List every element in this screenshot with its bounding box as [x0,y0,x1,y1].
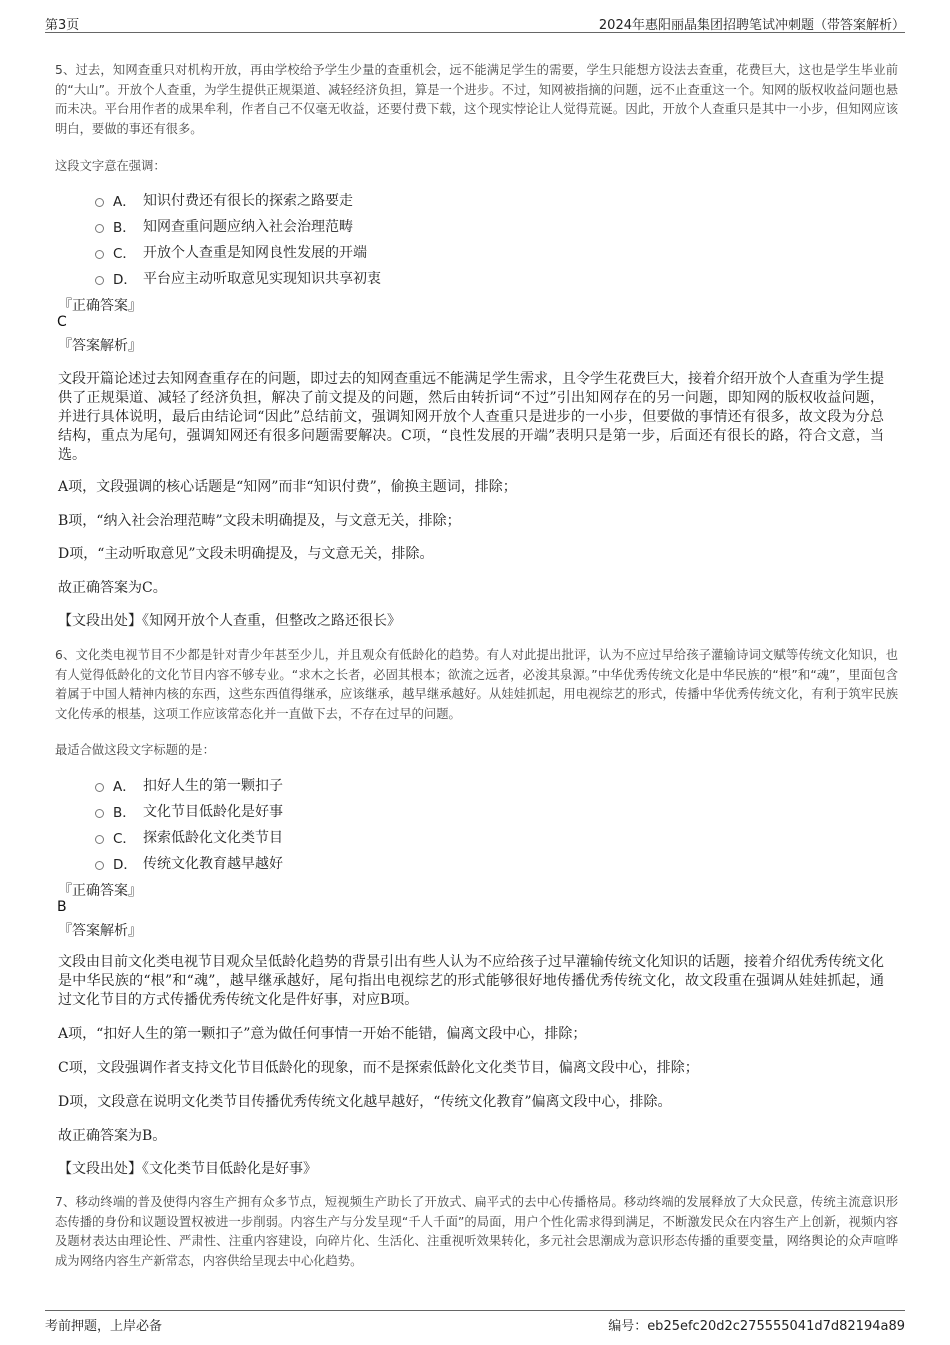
analysis-line: D项，“主动听取意见”文段未明确提及，与文意无关，排除。 [58,546,434,562]
correct-answer: B [57,899,67,915]
option-text: 开放个人查重是知网良性发展的开端 [143,245,367,261]
analysis-line: A项，文段强调的核心话题是“知网”而非“知识付费”，偷换主题词，排除； [58,479,517,495]
question-6-prompt: 最适合做这段文字标题的是： [55,743,215,757]
analysis-text: 文段由目前文化类电视节目观众呈低龄化趋势的背景引出有些人认为不应给孩子过早灌输传统文化知识的话题，接着介绍优秀传统文化是中华民族的“根”和“魂”，越早继承越好，尾句指出电视综艺的形式能够很好地传播优秀传统文化，故文段重在强调从娃娃抓起，通过文化节目的方式传播优秀传统文化是件好事，对应B项。 [58,954,884,1008]
option-text: 扣好人生的第一颗扣子 [143,778,283,794]
option-c[interactable]: C． 开放个人查重是知网良性发展的开端 [95,239,381,265]
question-5-prompt: 这段文字意在强调： [55,159,166,173]
question-6-stem: 6、文化类电视节目不少都是针对青少年甚至少儿，并且观众有低龄化的趋势。有人对此提出批评，认为不应过早给孩子灌输诗词文赋等传统文化知识，也有人觉得低龄化的文化节目内容不够专业。“求木之长者，必固其根本；欲流之远者，必浚其泉源。”中华优秀传统文化是中华民族的“根”和“魂”，里面包含着属于中国人精神内核的东西，这些东西值得继承，应该继承，越早继承越好。从娃娃抓起，用电视综艺的形式，传播中华优秀传统文化，有利于筑牢民族文化传承的根基，这项工作应该常态化并一直做下去，不存在过早的问题。 [55,648,898,721]
answer-label: 『正确答案』 [58,298,142,314]
analysis-line: B项，“纳入社会治理范畴”文段未明确提及，与文意无关，排除； [58,513,461,529]
analysis-line: C项，文段强调作者支持文化节目低龄化的现象，而不是探索低龄化文化类节目，偏离文段中心，排除； [58,1060,699,1076]
option-d[interactable]: D． 传统文化教育越早越好 [95,850,283,876]
question-6-options [95,772,283,876]
analysis-label: 『答案解析』 [58,923,142,939]
document-id: 编号：eb25efc20d2c275555041d7d82194a89 [608,1319,905,1334]
radio-icon[interactable] [95,783,104,792]
option-text: 知网查重问题应纳入社会治理范畴 [143,219,353,235]
radio-icon[interactable] [95,809,104,818]
option-c[interactable]: C． 探索低龄化文化类节目 [95,824,283,850]
radio-icon[interactable] [95,224,104,233]
option-b[interactable]: B． 文化节目低龄化是好事 [95,798,283,824]
option-d[interactable]: D． 平台应主动听取意见实现知识共享初衷 [95,265,381,291]
question-7-stem: 7、移动终端的普及使得内容生产拥有众多节点，短视频生产助长了开放式、扁平式的去中心传播格局。移动终端的发展释放了大众民意，传统主流意识形态传播的身份和议题设置权被进一步削弱。内容生产与分发呈现“千人千面”的局面，用户个性化需求得到满足，不断激发民众在内容生产上创新，视频内容及题材表达由理论性、严肃性、注重内容建设，向碎片化、生活化、注重视听效果转化，多元社会思潮成为意识形态传播的重要变量，网络舆论的众声喧哗成为网络内容生产新常态，内容供给呈现去中心化趋势。 [55,1195,898,1268]
option-text: 知识付费还有很长的探索之路要走 [143,193,353,209]
analysis-text: 文段开篇论述过去知网查重存在的问题，即过去的知网查重远不能满足学生需求，且令学生花费巨大，接着介绍开放个人查重为学生提供了正规渠道、减轻了经济负担，解决了前文提及的问题，然后由转折词“不过”引出知网存在的另一问题，即知网的版权收益问题，并进行具体说明，最后由结论词“因此”总结前文，强调知网开放个人查重只是进步的一小步，但要做的事情还有很多，故文段为分总结构，重点为尾句，强调知网还有很多问题需要解决。C项，“良性发展的开端”表明只是第一步，后面还有很长的路，符合文意，当选。 [58,371,884,463]
question-5-stem: 5、过去，知网查重只对机构开放，再由学校给予学生少量的查重机会，远不能满足学生的需要，学生只能想方设法去查重，花费巨大，这也是学生毕业前的“大山”。开放个人查重，为学生提供正规渠道、减轻经济负担，算是一个进步。不过，知网被指摘的问题，远不止查重这一个。知网的版权收益问题也悬而未决。平台用作者的成果牟利，作者自己不仅毫无收益，还要付费下载，这个现实悖论让人觉得荒诞。因此，开放个人查重只是其中一小步，但知网应该明白，要做的事还有很多。 [55,63,898,136]
analysis-line: 故正确答案为C。 [58,580,167,596]
page-number: 第3页 [45,18,80,33]
question-5-options [95,187,381,291]
answer-label: 『正确答案』 [58,883,142,899]
source-line: 【文段出处】《知网开放个人查重，但整改之路还很长》 [58,613,401,629]
analysis-line: 故正确答案为B。 [58,1128,167,1144]
radio-icon[interactable] [95,835,104,844]
analysis-line: A项，“扣好人生的第一颗扣子”意为做任何事情一开始不能错，偏离文段中心，排除； [58,1026,587,1042]
source-line: 【文段出处】《文化类节目低龄化是好事》 [58,1161,317,1177]
option-a[interactable]: A． 扣好人生的第一颗扣子 [95,772,283,798]
option-text: 文化节目低龄化是好事 [143,804,283,820]
radio-icon[interactable] [95,198,104,207]
page-footer [45,1310,905,1333]
correct-answer: C [57,314,67,330]
radio-icon[interactable] [95,250,104,259]
radio-icon[interactable] [95,276,104,285]
radio-icon[interactable] [95,861,104,870]
option-a[interactable]: A． 知识付费还有很长的探索之路要走 [95,187,381,213]
option-text: 传统文化教育越早越好 [143,856,283,872]
option-text: 探索低龄化文化类节目 [143,830,283,846]
analysis-label: 『答案解析』 [58,338,142,354]
page-header [45,12,905,33]
option-text: 平台应主动听取意见实现知识共享初衷 [143,271,381,287]
analysis-line: D项，文段意在说明文化类节目传播优秀传统文化越早越好，“传统文化教育”偏离文段中心，排除。 [58,1094,672,1110]
option-b[interactable]: B． 知网查重问题应纳入社会治理范畴 [95,213,381,239]
document-title: 2024年惠阳丽晶集团招聘笔试冲刺题（带答案解析） [598,18,905,33]
footer-slogan: 考前押题，上岸必备 [45,1319,163,1334]
